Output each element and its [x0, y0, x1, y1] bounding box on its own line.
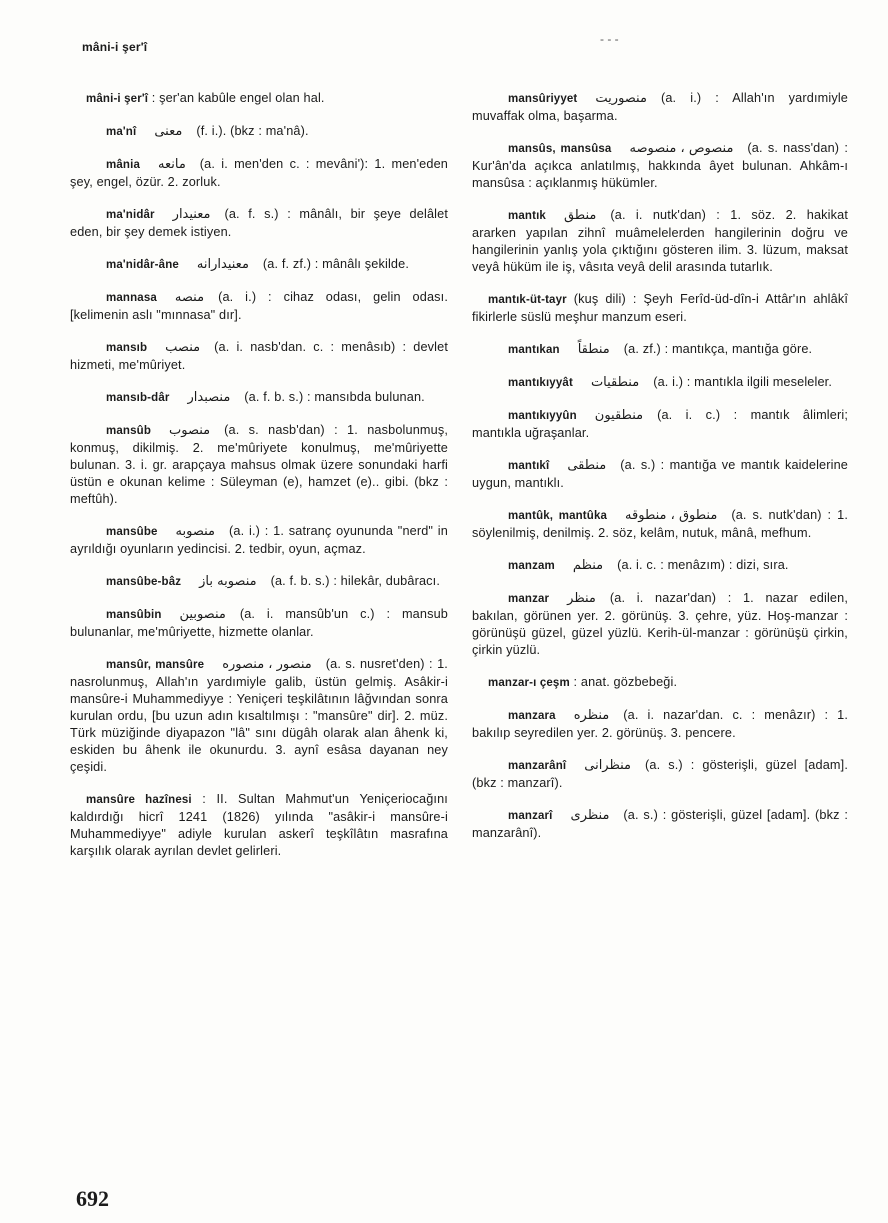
headword: mansûbe — [106, 526, 158, 538]
arabic-script: معنى — [154, 124, 183, 139]
arabic-script: منصوبه باز — [199, 574, 257, 589]
definition: (a. s. nass'dan) : Kur'ân'da açıkca anlatılmış, hakkında âyet bulunan. Ahkâm-ı mansûsa : açıklanmış hükümler. — [472, 141, 848, 190]
dictionary-entry — [70, 256, 448, 274]
headword: ma'nidâr-âne — [106, 259, 179, 271]
dictionary-entry — [472, 557, 848, 575]
arabic-script: معنيدارانه — [196, 257, 249, 272]
definition: (a. s. nusret'den) : 1. nasrolunmuş, Allah'ın yardımiyle galib, üstün gelmiş. Asâkir-i mansûre-i Muhammediyye : Yeniçeri teşkilâtının lâğvından sonra kurulan ordu, [bu uzun adın kısaltılmışı : "mansûre" dir]. 2. müz. Türk müziğinde diyapazon "lâ" sını dügâh olarak alan âhenk ki, eskiden bu âhenk ile okunurdu. 3. aynî esâsa dayanan ney çeşidi. — [70, 657, 448, 774]
dictionary-entry — [70, 422, 448, 508]
headword: mansûr, mansûre — [106, 659, 205, 671]
dictionary-entry — [70, 573, 448, 591]
dictionary-entry — [472, 291, 848, 326]
definition: (a. f. zf.) : mânâlı şekilde. — [262, 257, 409, 271]
dictionary-entry — [70, 791, 448, 860]
definition: (a. i. nazar'dan. c. : menâzır) : 1. bakılıp seyredilen yer. 2. görünüş. 3. pencere. — [472, 708, 848, 740]
headword: mantıkıyyât — [508, 377, 573, 389]
definition: (a. s.) : gösterişli, güzel [adam]. (bkz : manzarî). — [472, 758, 848, 790]
definition: (a. i. nasb'dan. c. : menâsıb) : devlet hizmeti, me'mûriyet. — [70, 340, 448, 372]
dictionary-entry — [70, 656, 448, 776]
arabic-script: منطقاً — [577, 342, 610, 357]
headword: mânia — [106, 159, 140, 171]
definition: (a. s. nasb'dan) : 1. nasbolunmuş, konmuş, dikilmiş. 2. me'mûriyete konulmuş, me'mûriyette bulunan. 3. i. gr. arapçaya mahsus olmak üzere sonundaki harfi üstün e okunan kelime : Süleyman (e), hamzet (e).. gibi. (bkz : meftûh). — [70, 423, 448, 506]
dictionary-entry — [472, 590, 848, 659]
headword: mansûs, mansûsa — [508, 143, 612, 155]
dictionary-entry — [70, 90, 448, 108]
dictionary-entry — [70, 123, 448, 141]
headword: mansûb — [106, 425, 151, 437]
dictionary-entry — [472, 207, 848, 276]
dictionary-entry — [70, 339, 448, 374]
arabic-script: منظرانى — [584, 758, 632, 773]
arabic-script: منصوب — [169, 423, 211, 438]
definition: : anat. gözbebeği. — [573, 675, 678, 689]
headword: mantık-üt-tayr — [488, 294, 567, 306]
dictionary-entry — [472, 707, 848, 742]
definition: (a. s. nutk'dan) : 1. söylenilmiş, denilmiş. 2. söz, kelâm, nutuk, mânâ, mefhum. — [472, 508, 849, 540]
headword: manzarânî — [508, 760, 567, 772]
headword: mantıkî — [508, 460, 550, 472]
headword: mansûriyyet — [508, 93, 578, 105]
definition: (a. f. b. s.) : mansıbda bulunan. — [244, 390, 425, 404]
dictionary-entry — [472, 341, 848, 359]
definition: (a. s.) : mantığa ve mantık kaidelerine uygun, mantıklı. — [472, 458, 848, 490]
arabic-script: منظرى — [570, 808, 610, 823]
headword: manzarî — [508, 810, 553, 822]
dictionary-entry — [472, 757, 848, 792]
definition: (f. i.). (bkz : ma'nâ). — [196, 124, 309, 138]
definition: : şer'an kabûle engel olan hal. — [151, 91, 325, 105]
headword: mannasa — [106, 292, 157, 304]
definition: (a. i.) : Allah'ın yardımiyle muvaffak olma, başarma. — [472, 91, 848, 123]
dictionary-entry — [472, 374, 848, 392]
definition: (a. f. b. s.) : hilekâr, dubâracı. — [270, 574, 440, 588]
arabic-script: منظم — [572, 558, 604, 573]
definition: (a. f. s.) : mânâlı, bir şeye delâlet eden, bir şey demek istiyen. — [70, 207, 448, 239]
headword: mâni-i şer'î — [86, 93, 149, 105]
definition: (a. i. nutk'dan) : 1. söz. 2. hakikat ararken yapılan zihnî muâmelelerden hangilerinin doğru ve hangilerinin yanlış yola çıktığını gösteren ilim. 3. lüzum, maksat veyâ hüküm ile iş, vâsıta veyâ delil arasında tutarlık. — [472, 208, 848, 274]
arabic-script: منصور ، منصوره — [222, 657, 312, 672]
definition: (kuş dili) : Şeyh Ferîd-üd-dîn-i Attâr'ın ahlâkî fikirlerle süslü meşhur manzum eseri. — [472, 292, 848, 324]
dictionary-entry — [70, 606, 448, 641]
dictionary-entry — [472, 140, 848, 192]
arabic-script: منطق — [563, 208, 597, 223]
headword: mansıb-dâr — [106, 392, 170, 404]
header-marks: - - - — [600, 32, 619, 46]
dictionary-entry — [70, 289, 448, 324]
definition: (a. zf.) : mantıkça, mantığa göre. — [623, 342, 813, 356]
arabic-script: مانعه — [158, 157, 186, 172]
headword: mantıkan — [508, 344, 560, 356]
arabic-script: منصوص ، منصوصه — [629, 141, 734, 156]
dictionary-entry — [70, 523, 448, 558]
definition: (a. i. nazar'dan) : 1. nazar edilen, bakılan, görünen yer. 2. görünüş. 3. çehre, yüz. Hoş-manzar : görünüşü güzel, güzel yüzlü. Kerih-ül-manzar : görünüşü çirkin, çirkin yüzlü. — [472, 591, 848, 657]
headword: mansûbin — [106, 609, 162, 621]
arabic-script: منصوبين — [179, 607, 226, 622]
arabic-script: منصوبه — [175, 524, 216, 539]
left-column — [70, 90, 448, 875]
headword: manzara — [508, 710, 556, 722]
headword: mansûbe-bâz — [106, 576, 182, 588]
headword: ma'nidâr — [106, 209, 155, 221]
page-number: 692 — [76, 1186, 109, 1211]
definition: (a. i. men'den c. : mevâni'): 1. men'eden şey, engel, özür. 2. zorluk. — [70, 157, 448, 189]
definition: (a. i.) : 1. satranç oyununda "nerd" in ayrıldığı oyunların yedincisi. 2. tedbir, oyun, açmaz. — [70, 524, 448, 556]
dictionary-entry — [472, 90, 848, 125]
dictionary-entry — [70, 156, 448, 191]
arabic-script: منطقيات — [590, 375, 640, 390]
dictionary-entry — [472, 807, 848, 842]
headword: manzar — [508, 593, 550, 605]
dictionary-entry — [472, 457, 848, 492]
headword: mantûk, mantûka — [508, 510, 608, 522]
headword: mantıkıyyûn — [508, 410, 577, 422]
arabic-script: منطوق ، منطوقه — [625, 508, 718, 523]
headword: mansûre hazînesi — [86, 794, 192, 806]
headword: manzam — [508, 560, 555, 572]
arabic-script: منصب — [165, 340, 201, 355]
running-head: mâni-i şer'î — [82, 40, 148, 54]
headword: mantık — [508, 210, 546, 222]
headword: mansıb — [106, 342, 148, 354]
arabic-script: منظره — [573, 708, 610, 723]
definition: (a. i. c. : menâzım) : dizi, sıra. — [617, 558, 789, 572]
arabic-script: منطقيون — [594, 408, 644, 423]
arabic-script: منصوريت — [595, 91, 647, 106]
right-column — [472, 90, 848, 857]
definition: : II. Sultan Mahmut'un Yeniçeriocağını kaldırdığı hicrî 1241 (1826) yılında "asâkir-i mansûre-i Muhammediyye" adiyle kurulan askerî teşkîlâtın masrafına karşılık olarak ayrılan devlet gelirleri. — [70, 792, 448, 858]
definition: (a. i.) : cihaz odası, gelin odası. [kelimenin aslı "mınnasa" dır]. — [70, 290, 448, 322]
arabic-script: معنيدار — [172, 207, 211, 222]
dictionary-entry — [472, 507, 848, 542]
definition: (a. i.) : mantıkla ilgili meseleler. — [653, 375, 833, 389]
definition: (a. i. mansûb'un c.) : mansub bulunanlar, me'mûriyette, hizmette olanlar. — [70, 607, 448, 639]
arabic-script: منظر — [567, 591, 596, 606]
dictionary-entry — [472, 674, 848, 692]
dictionary-entry — [472, 407, 848, 442]
headword: ma'nî — [106, 126, 137, 138]
headword: manzar-ı çeşm — [488, 677, 570, 689]
dictionary-entry — [70, 206, 448, 241]
arabic-script: منصبدار — [187, 390, 231, 405]
definition: (a. i. c.) : mantık âlimleri; mantıkla uğraşanlar. — [472, 408, 848, 440]
arabic-script: منصه — [174, 290, 205, 305]
arabic-script: منطقى — [567, 458, 607, 473]
definition: (a. s.) : gösterişli, güzel [adam]. (bkz : manzarânî). — [472, 808, 848, 840]
dictionary-entry — [70, 389, 448, 407]
